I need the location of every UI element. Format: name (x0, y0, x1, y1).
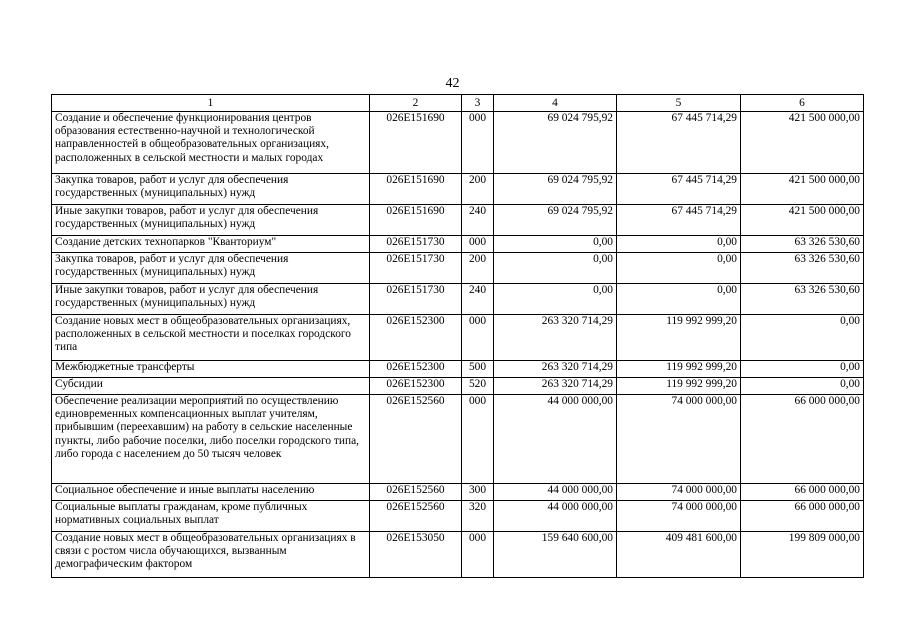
row-value-col6: 66 000 000,00 (741, 484, 864, 501)
row-type: 200 (462, 253, 494, 284)
row-value-col4: 0,00 (494, 253, 617, 284)
row-value-col5: 74 000 000,00 (617, 484, 741, 501)
row-type: 000 (462, 395, 494, 484)
budget-table (51, 94, 864, 578)
row-value-col6: 66 000 000,00 (741, 501, 864, 532)
row-name: Социальное обеспечение и иные выплаты населению (52, 484, 370, 501)
row-code: 026E151690 (370, 112, 462, 174)
row-value-col6: 0,00 (741, 378, 864, 395)
row-type: 520 (462, 378, 494, 395)
row-value-col4: 69 024 795,92 (494, 112, 617, 174)
row-value-col6: 66 000 000,00 (741, 395, 864, 484)
row-type: 500 (462, 361, 494, 378)
table-row (52, 532, 864, 578)
table-row (52, 484, 864, 501)
row-value-col5: 74 000 000,00 (617, 501, 741, 532)
row-code: 026E151730 (370, 284, 462, 315)
row-value-col6: 0,00 (741, 361, 864, 378)
column-header: 1 (52, 95, 370, 112)
row-value-col5: 74 000 000,00 (617, 395, 741, 484)
row-name: Обеспечение реализации мероприятий по осуществлению единовременных компенсационных выплат учителям, прибывшим (переехавшим) на работу в сельские населенные пункты, либо рабочие поселки, либо поселки городского типа, либо города с населением до 50 тысяч человек (52, 395, 370, 484)
row-name: Создание детских технопарков "Кванториум" (52, 236, 370, 253)
row-value-col6: 0,00 (741, 315, 864, 361)
row-code: 026E153050 (370, 532, 462, 578)
row-name: Создание и обеспечение функционирования центров образования естественно-научной и технологической направленностей в общеобразовательных организациях, расположенных в сельской местности и малых городах (52, 112, 370, 174)
row-value-col5: 67 445 714,29 (617, 205, 741, 236)
row-name: Создание новых мест в общеобразовательных организациях в связи с ростом числа обучающихся, вызванным демографическим фактором (52, 532, 370, 578)
row-code: 026E151730 (370, 236, 462, 253)
row-code: 026E151730 (370, 253, 462, 284)
row-type: 200 (462, 174, 494, 205)
row-code: 026E151690 (370, 205, 462, 236)
row-value-col5: 67 445 714,29 (617, 112, 741, 174)
table-row (52, 174, 864, 205)
table-row (52, 361, 864, 378)
row-value-col6: 421 500 000,00 (741, 205, 864, 236)
row-name: Закупка товаров, работ и услуг для обеспечения государственных (муниципальных) нужд (52, 174, 370, 205)
table-row (52, 395, 864, 484)
row-type: 320 (462, 501, 494, 532)
row-name: Межбюджетные трансферты (52, 361, 370, 378)
row-value-col5: 67 445 714,29 (617, 174, 741, 205)
row-value-col5: 119 992 999,20 (617, 361, 741, 378)
row-name: Закупка товаров, работ и услуг для обеспечения государственных (муниципальных) нужд (52, 253, 370, 284)
row-type: 300 (462, 484, 494, 501)
row-value-col6: 63 326 530,60 (741, 284, 864, 315)
row-code: 026E152560 (370, 501, 462, 532)
row-code: 026E152560 (370, 484, 462, 501)
row-code: 026E152300 (370, 361, 462, 378)
row-value-col4: 69 024 795,92 (494, 174, 617, 205)
row-value-col4: 44 000 000,00 (494, 484, 617, 501)
table-row (52, 284, 864, 315)
column-header: 3 (462, 95, 494, 112)
row-value-col4: 263 320 714,29 (494, 378, 617, 395)
row-value-col4: 0,00 (494, 236, 617, 253)
row-name: Иные закупки товаров, работ и услуг для обеспечения государственных (муниципальных) нужд (52, 205, 370, 236)
row-value-col5: 0,00 (617, 284, 741, 315)
row-type: 240 (462, 205, 494, 236)
row-type: 000 (462, 315, 494, 361)
table-header-row (52, 95, 864, 112)
row-type: 000 (462, 532, 494, 578)
row-name: Социальные выплаты гражданам, кроме публичных нормативных социальных выплат (52, 501, 370, 532)
row-code: 026E152300 (370, 378, 462, 395)
table-row (52, 236, 864, 253)
row-value-col4: 69 024 795,92 (494, 205, 617, 236)
row-code: 026E152560 (370, 395, 462, 484)
page-number: 42 (445, 76, 460, 91)
table-row (52, 205, 864, 236)
table-row (52, 112, 864, 174)
row-value-col6: 63 326 530,60 (741, 253, 864, 284)
row-value-col4: 44 000 000,00 (494, 501, 617, 532)
row-type: 000 (462, 236, 494, 253)
table-row (52, 253, 864, 284)
row-code: 026E152300 (370, 315, 462, 361)
row-value-col6: 199 809 000,00 (741, 532, 864, 578)
row-type: 240 (462, 284, 494, 315)
row-value-col4: 263 320 714,29 (494, 315, 617, 361)
row-value-col4: 159 640 600,00 (494, 532, 617, 578)
column-header: 5 (617, 95, 741, 112)
column-header: 6 (741, 95, 864, 112)
row-value-col6: 421 500 000,00 (741, 174, 864, 205)
row-value-col5: 0,00 (617, 253, 741, 284)
column-header: 2 (370, 95, 462, 112)
row-name: Создание новых мест в общеобразовательных организациях, расположенных в сельской местности и поселках городского типа (52, 315, 370, 361)
row-code: 026E151690 (370, 174, 462, 205)
table-row (52, 501, 864, 532)
row-name: Иные закупки товаров, работ и услуг для обеспечения государственных (муниципальных) нужд (52, 284, 370, 315)
row-value-col4: 44 000 000,00 (494, 395, 617, 484)
row-value-col5: 119 992 999,20 (617, 315, 741, 361)
table-row (52, 378, 864, 395)
table-row (52, 315, 864, 361)
row-value-col6: 421 500 000,00 (741, 112, 864, 174)
row-value-col4: 263 320 714,29 (494, 361, 617, 378)
column-header: 4 (494, 95, 617, 112)
row-name: Субсидии (52, 378, 370, 395)
row-type: 000 (462, 112, 494, 174)
row-value-col5: 409 481 600,00 (617, 532, 741, 578)
row-value-col4: 0,00 (494, 284, 617, 315)
row-value-col5: 0,00 (617, 236, 741, 253)
row-value-col6: 63 326 530,60 (741, 236, 864, 253)
row-value-col5: 119 992 999,20 (617, 378, 741, 395)
